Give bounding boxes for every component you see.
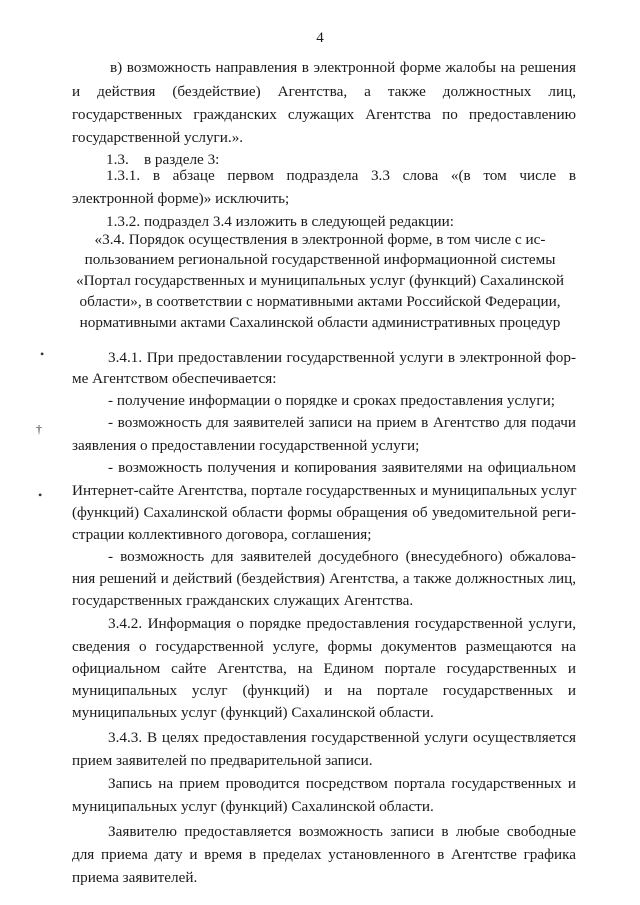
section-heading-line: «3.4. Порядок осуществления в электронной форме, в том числе с ис- xyxy=(94,231,546,248)
text-line: приема заявителей. xyxy=(72,869,198,886)
text-line: 1.3.2. подраздел 3.4 изложить в следующей редакции: xyxy=(106,213,455,230)
text-line: ния решений и действий (бездействия) Агентства, а также должностных лиц, xyxy=(72,570,576,587)
text-line: государственной услуги.». xyxy=(72,129,244,146)
text-line: 1.3.1. в абзаце первом подраздела 3.3 слова «(в том числе в xyxy=(106,167,576,184)
text-line: страции коллективного договора, соглашения; xyxy=(72,526,372,543)
text-line: государственных гражданских служащих Агентства. xyxy=(72,592,414,609)
margin-mark: † xyxy=(36,422,42,436)
text-line: заявления о предоставлении государственной услуги; xyxy=(72,437,420,454)
text-line: муниципальных услуг (функций) Сахалинской области. xyxy=(72,704,434,721)
text-line: - возможность для заявителей досудебного (внесудебного) обжалова- xyxy=(108,548,576,565)
text-line: Запись на прием проводится посредством портала государственных и xyxy=(108,775,576,792)
text-line: государственных гражданских служащих Агентства по предоставлению xyxy=(72,106,576,123)
text-line: 3.4.3. В целях предоставления государственной услуги осуществляется xyxy=(108,729,576,746)
section-heading-line: пользованием региональной государственной информационной системы xyxy=(84,251,556,268)
section-heading-line: «Портал государственных и муниципальных услуг (функций) Сахалинской xyxy=(75,272,565,289)
page-number: 4 xyxy=(316,30,324,46)
text-line: сведения о государственной услуге, формы документов размещаются на xyxy=(72,638,576,655)
margin-mark: • xyxy=(40,347,45,361)
text-line: 3.4.2. Информация о порядке предоставления государственной услуги, xyxy=(108,615,576,632)
text-line: - возможность получения и копирования заявителями на официальном xyxy=(108,459,576,476)
text-line: 3.4.1. При предоставлении государственной услуги в электронной фор- xyxy=(108,349,576,366)
text-line: Интернет-сайте Агентства, портале государственных и муниципальных услуг xyxy=(72,482,577,499)
text-line: прием заявителей по предварительной записи. xyxy=(72,752,373,769)
text-line: Заявителю предоставляется возможность записи в любые свободные xyxy=(108,823,576,840)
text-line: муниципальных услуг (функций) и на портале государственных и xyxy=(72,682,576,699)
text-line: муниципальных услуг (функций) Сахалинской области. xyxy=(72,798,434,815)
section-heading-line: области», в соответствии с нормативными актами Российской Федерации, xyxy=(79,293,561,310)
section-heading-line: нормативными актами Сахалинской области административных процедур xyxy=(79,314,561,331)
text-line: и действия (бездействие) Агентства, а также должностных лиц, xyxy=(72,83,576,100)
text-line: - возможность для заявителей записи на прием в Агентство для подачи xyxy=(108,414,576,431)
text-line: (функций) Сахалинской области формы обращения об уведомительной реги- xyxy=(72,504,576,521)
text-line: электронной форме)» исключить; xyxy=(72,190,290,207)
text-line: в) возможность направления в электронной форме жалобы на решения xyxy=(110,59,576,76)
text-line: - получение информации о порядке и сроках предоставления услуги; xyxy=(108,392,555,409)
text-line: 1.3. в разделе 3: xyxy=(106,151,220,168)
text-line: ме Агентством обеспечивается: xyxy=(72,370,277,387)
text-line: официальном сайте Агентства, на Едином портале государственных и xyxy=(72,660,576,677)
margin-mark: • xyxy=(38,488,43,502)
text-line: для приема дату и время в пределах установленного в Агентстве графика xyxy=(72,846,576,863)
